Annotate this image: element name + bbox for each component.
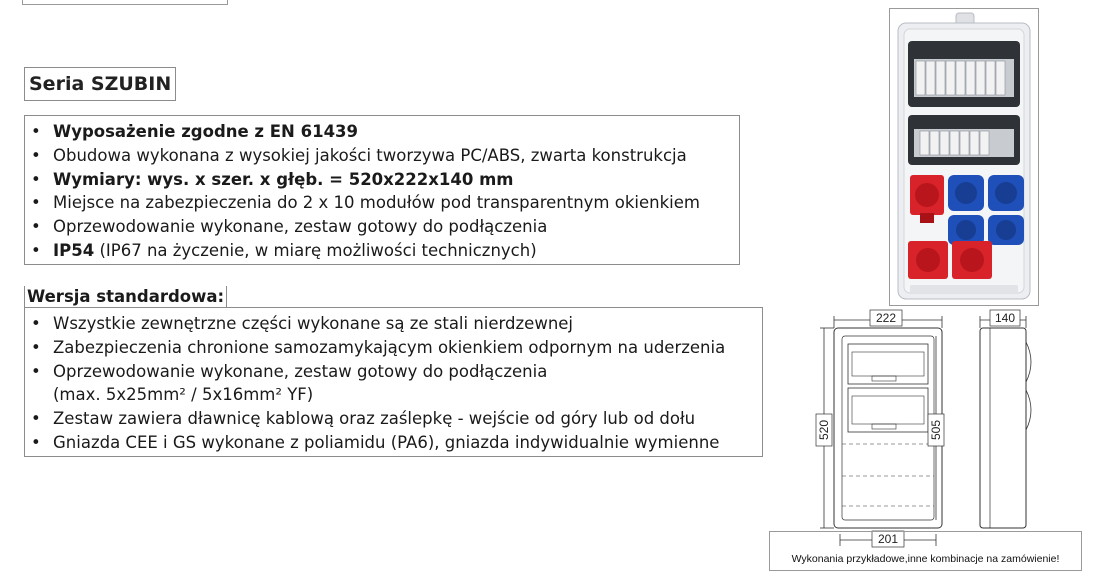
bullet-dot-icon: •: [31, 217, 41, 237]
dim-inner-height-label: 505: [929, 419, 943, 441]
bullet-dot-icon: •: [31, 240, 41, 260]
side-view: [980, 328, 1031, 528]
bullet-dot-icon: •: [31, 169, 41, 189]
order-note: Wykonania przykładowe,inne kombinacje na zamówienie!: [769, 531, 1082, 571]
front-view: [834, 328, 942, 528]
feature-item: • Wymiary: wys. x szer. x głęb. = 520x222x140 mm: [29, 168, 739, 192]
bullet-dot-icon: •: [31, 337, 41, 357]
standard-item: • Zabezpieczenia chronione samozamykającym okienkiem odpornym na uderzenia: [29, 336, 762, 360]
standard-item: • Oprzewodowanie wykonane, zestaw gotowy do podłączenia (max. 5x25mm² / 5x16mm² YF): [31, 361, 548, 405]
series-title: Seria SZUBIN: [24, 67, 176, 101]
distribution-box-illustration: [890, 9, 1038, 305]
dim-depth-label: 140: [994, 311, 1016, 325]
enclosure-base: [910, 285, 1018, 293]
bullet-dot-icon: •: [31, 314, 41, 333]
standard-item: • Zestaw zawiera dławnicę kablową oraz zaślepkę - wejście od góry lub od dołu: [29, 407, 762, 431]
bullet-dot-icon: •: [31, 432, 41, 452]
technical-drawing: [770, 306, 1090, 530]
bullet-dot-icon: •: [31, 145, 41, 165]
dim-base-width-label: 201: [877, 532, 899, 546]
standard-item: • Wszystkie zewnętrzne części wykonane są ze stali nierdzewnej: [29, 312, 762, 336]
feature-item: • Wyposażenie zgodne z EN 61439: [29, 120, 739, 144]
feature-item: • Miejsce na zabezpieczenia do 2 x 10 modułów pod transparentnym okienkiem: [29, 191, 739, 215]
bullet-dot-icon: •: [31, 122, 41, 141]
dim-width-label: 222: [875, 311, 897, 325]
top-frame: [22, 0, 228, 5]
standard-item: • Gniazda CEE i GS wykonane z poliamidu (PA6), gniazda indywidualnie wymienne: [29, 431, 762, 455]
features-list: [29, 120, 739, 263]
features-box: [24, 115, 740, 265]
standard-version-box: [24, 307, 763, 457]
feature-item: • Oprzewodowanie wykonane, zestaw gotowy do podłączenia: [29, 215, 739, 239]
bullet-dot-icon: •: [31, 193, 41, 213]
feature-item: • Obudowa wykonana z wysokiej jakości tworzywa PC/ABS, zwarta konstrukcja: [29, 144, 739, 168]
bullet-dot-icon: •: [31, 409, 41, 429]
standard-version-title: Wersja standardowa:: [24, 286, 227, 308]
product-photo: [889, 8, 1039, 306]
bullet-dot-icon: •: [31, 361, 41, 381]
feature-item: • IP54 (IP67 na życzenie, w miarę możliwości technicznych): [29, 239, 739, 263]
dim-height-label: 520: [817, 419, 831, 441]
standard-list: [29, 312, 762, 455]
